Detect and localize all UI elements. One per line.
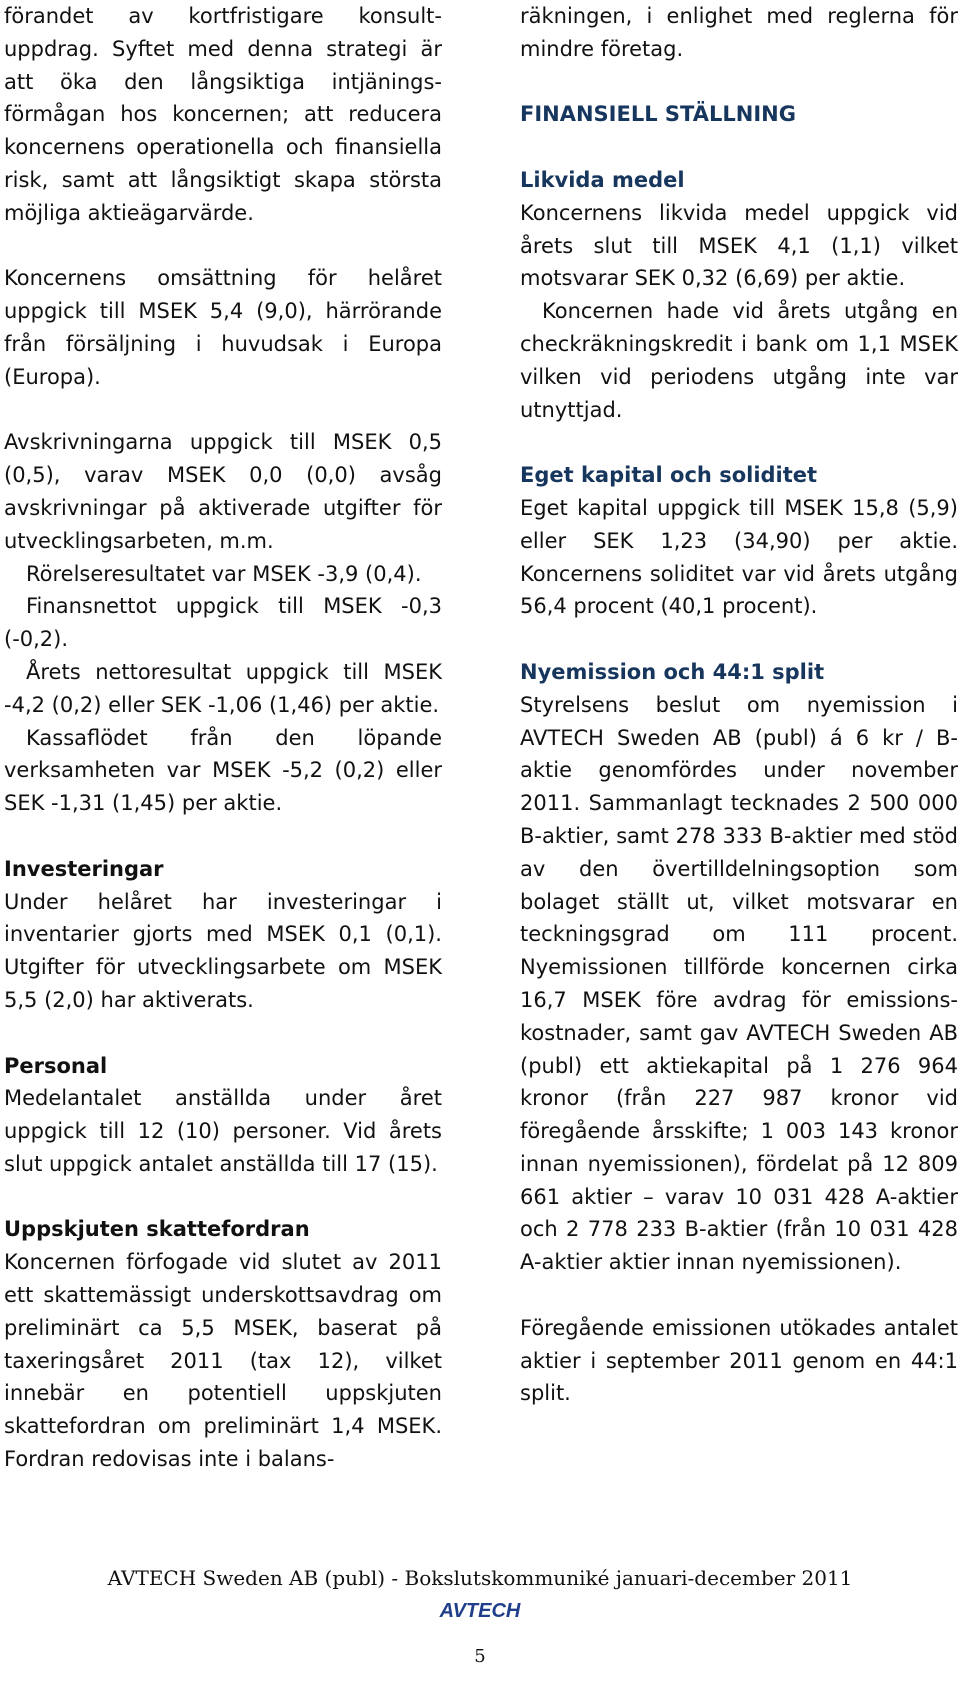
paragraph-deferred-tax: Koncernen förfogade vid slutet av 2011 ett skattemässigt underskottsavdrag om preliminärt ca 5,5 MSEK, baserat på taxeringsåret 2011 (tax 12), vilket innebär en potentiell uppskjuten skattefordran om preliminärt 1,4 MSEK. Fordran redovisas inte i balans- [4,1250,442,1472]
avtech-logo-text: AVTECH [439,1600,521,1621]
paragraph-balance-continued: räkningen, i enlighet med reglerna för mindre företag. [520,4,958,61]
paragraph-personnel: Medelantalet anställda under året uppgick till 12 (10) personer. Vid årets slut uppgick antalet anställda till 17 (15). [4,1086,442,1176]
heading-new-issue: Nyemission och 44:1 split [520,659,825,684]
left-column [4,0,442,1476]
paragraph-revenue: Koncernens omsättning för helåret uppgick till MSEK 5,4 (9,0), härrörande från försäljning i huvudsak i Europa (Europa). [4,266,442,389]
paragraph-new-issue: Styrelsens beslut om nyemission i AVTECH Sweden AB (publ) á 6 kr / B-aktie genomfördes under november 2011. Sammanlagt tecknades 2 500 000 B-aktier, samt 278 333 B-aktier med stöd av den övertilldelningsoption som bolaget ställt ut, vilket motsvarar en teckningsgrad om 111 procent. Nyemissionen tillförde koncernen cirka 16,7 MSEK före avdrag för emissions-kostnader, samt gav AVTECH Sweden AB (publ) ett aktiekapital på 1 276 964 kronor (från 227 987 kronor vid föregående årsskifte; 1 003 143 kronor innan nyemissionen), fördelat på 12 809 661 aktier – varav 10 031 428 A-aktier och 2 778 233 B-aktier (från 10 031 428 A-aktier aktier innan nyemissionen). [520,692,958,1275]
heading-financial-position: FINANSIELL STÄLLNING [520,102,796,127]
paragraph-investments: Under helåret har investeringar i inventarier gjorts med MSEK 0,1 (0,1). Utgifter för utvecklingsarbete om MSEK 5,5 (2,0) har aktiverats. [4,889,442,1012]
paragraph-credit-line: Koncernen hade vid årets utgång en checkräkningskredit i bank om 1,1 MSEK vilken vid periodens utgång inte var utnyttjad. [520,299,958,422]
paragraph-operating-result: Rörelseresultatet var MSEK -3,9 (0,4). [26,561,422,586]
heading-deferred-tax: Uppskjuten skattefordran [4,1217,310,1242]
heading-equity: Eget kapital och soliditet [520,463,818,488]
paragraph-depreciation: Avskrivningarna uppgick till MSEK 0,5 (0,5), varav MSEK 0,0 (0,0) avsåg avskrivningar på aktiverade utgifter för utvecklingsarbeten, m.m. [4,430,442,553]
paragraph-cashflow: Kassaflödet från den löpande verksamheten var MSEK -5,2 (0,2) eller SEK -1,31 (1,45) per aktie. [4,725,442,816]
right-column [520,0,958,1410]
heading-liquid-assets: Likvida medel [520,167,685,192]
paragraph-equity: Eget kapital uppgick till MSEK 15,8 (5,9) eller SEK 1,23 (34,90) per aktie. Koncernens soliditet var vid årets utgång 56,4 procent (40,1 procent). [520,495,958,619]
avtech-logo [420,1599,540,1621]
heading-investments: Investeringar [4,856,164,881]
paragraph-strategy: förandet av kortfristigare konsult-uppdrag. Syftet med denna strategi är att öka den långsiktiga intjänings-förmågan hos koncernen; att reducera koncernens operationella och finansiella risk, samt att långsiktigt skapa största möjliga aktieägarvärde. [4,4,442,225]
footer-company-line: AVTECH Sweden AB (publ) - Bokslutskommuniké januari-december 2011 [107,1566,853,1590]
paragraph-net-result: Årets nettoresultat uppgick till MSEK -4,2 (0,2) eller SEK -1,06 (1,46) per aktie. [4,659,442,717]
heading-personnel: Personal [4,1053,108,1078]
paragraph-financial-net: Finansnettot uppgick till MSEK -0,3 (-0,2). [4,594,442,652]
paragraph-liquid-assets: Koncernens likvida medel uppgick vid årets slut till MSEK 4,1 (1,1) vilket motsvarar SEK 0,32 (6,69) per aktie. [520,200,958,291]
page-number: 5 [474,1646,486,1667]
paragraph-split: Föregående emissionen utökades antalet aktier i september 2011 genom en 44:1 split. [520,1315,958,1406]
